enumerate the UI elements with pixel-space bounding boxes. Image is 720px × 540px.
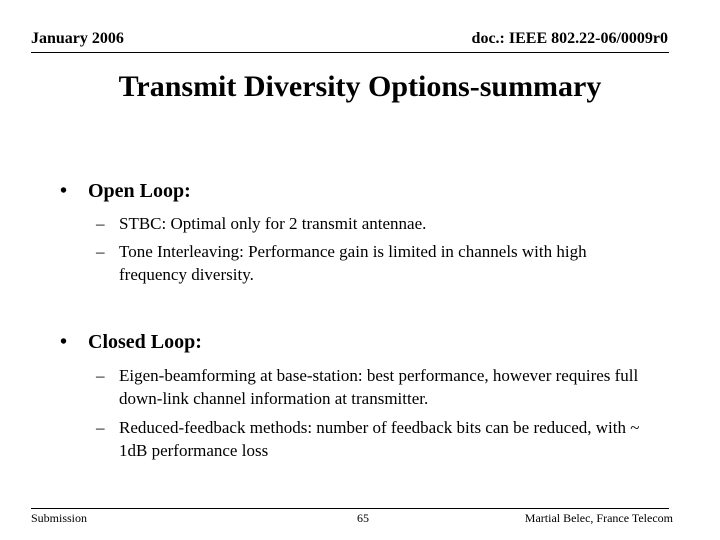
header-date: January 2006	[31, 30, 124, 47]
dash-icon: –	[96, 418, 105, 437]
dash-icon: –	[96, 366, 105, 385]
dash-icon: –	[96, 242, 105, 261]
sub-item-reduced-feedback	[96, 416, 656, 462]
footer-divider	[31, 508, 669, 509]
footer-submission: Submission	[31, 511, 88, 525]
sub-item-reduced-feedback-text: Reduced-feedback methods: number of feedback bits can be reduced, with ~ 1dB performance loss	[119, 418, 640, 460]
bullet-icon: •	[60, 180, 68, 202]
sub-item-eigen-beamforming-text: Eigen-beamforming at base-station: best performance, however requires full down-link channel information at transmitter.	[119, 366, 639, 408]
bullet-closed-loop-label: Closed Loop:	[88, 331, 202, 353]
header-divider	[31, 52, 669, 53]
dash-icon: –	[96, 214, 105, 233]
sub-item-eigen-beamforming	[96, 364, 656, 410]
bullet-open-loop	[60, 180, 191, 203]
sub-item-tone-interleaving	[96, 240, 656, 286]
bullet-icon: •	[60, 331, 68, 353]
bullet-closed-loop	[60, 331, 202, 354]
sub-item-stbc-text: STBC: Optimal only for 2 transmit antennae.	[119, 214, 427, 233]
header-doc-id: doc.: IEEE 802.22-06/0009r0	[471, 30, 668, 47]
sub-item-stbc	[96, 212, 656, 235]
bullet-open-loop-label: Open Loop:	[88, 180, 191, 202]
sub-item-tone-interleaving-text: Tone Interleaving: Performance gain is limited in channels with high frequency diversity.	[119, 242, 587, 284]
footer-page-number: 65	[357, 511, 369, 525]
footer-author: Martial Belec, France Telecom	[524, 511, 673, 525]
slide-title: Transmit Diversity Options-summary	[118, 70, 602, 103]
